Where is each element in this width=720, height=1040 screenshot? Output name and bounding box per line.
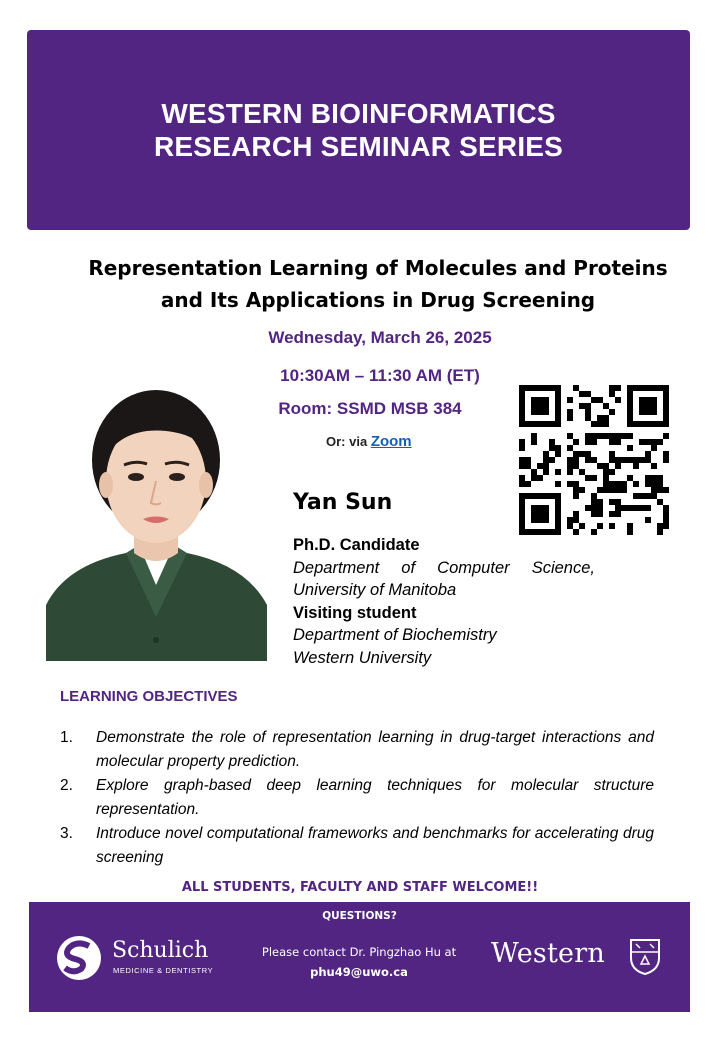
header-title-line2: RESEARCH SEMINAR SERIES (153, 131, 564, 162)
speaker-department-secondary: Department of Biochemistry (293, 626, 497, 644)
welcome-message: ALL STUDENTS, FACULTY AND STAFF WELCOME!! (181, 880, 539, 895)
speaker-photo (46, 385, 267, 661)
questions-heading: QUESTIONS? (322, 910, 397, 922)
schulich-wordmark: Schulich (112, 938, 209, 963)
header-title-line1: WESTERN BIOINFORMATICS (161, 98, 556, 129)
contact-line: Please contact Dr. Pingzhao Hu at (261, 945, 457, 959)
event-room: Room: SSMD MSB 384 (278, 399, 462, 418)
speaker-role-secondary: Visiting student (293, 603, 417, 622)
footer-banner (29, 902, 690, 1012)
zoom-link[interactable]: Zoom (370, 433, 412, 450)
contact-email[interactable]: phu49@uwo.ca (310, 965, 408, 979)
speaker-bio (293, 534, 595, 669)
objectives-list (60, 726, 654, 870)
western-wordmark: Western (491, 938, 605, 969)
objective-number: 1. (60, 729, 73, 746)
talk-title-line1: Representation Learning of Molecules and Proteins (88, 256, 668, 280)
schulich-s-icon (55, 934, 105, 982)
objective-number: 3. (60, 825, 73, 842)
objectives-heading: LEARNING OBJECTIVES (60, 688, 238, 705)
speaker-name: Yan Sun (293, 490, 393, 515)
objective-text: Demonstrate the role of representation learning in drug-target interactions and molecular property prediction. (96, 729, 654, 770)
online-option (326, 433, 412, 450)
objective-text: Introduce novel computational frameworks and benchmarks for accelerating drug screening (96, 825, 654, 866)
schulich-logo (55, 934, 214, 982)
objective-number: 2. (60, 777, 73, 794)
objective-text: Explore graph-based deep learning techniques for molecular structure representation. (96, 777, 654, 818)
speaker-institution-secondary: Western University (293, 648, 432, 667)
schulich-subtitle: MEDICINE & DENTISTRY (113, 966, 214, 975)
objective-item (60, 822, 654, 870)
objective-item (60, 774, 654, 822)
online-prefix: Or: via (326, 434, 368, 449)
western-crest-icon (629, 938, 661, 976)
event-time: 10:30AM – 11:30 AM (ET) (280, 366, 480, 385)
qr-code[interactable] (519, 385, 669, 535)
western-logo (491, 936, 671, 980)
speaker-portrait-image (46, 385, 267, 661)
objective-item (60, 726, 654, 774)
contact-info (219, 942, 499, 982)
talk-title-line2: and Its Applications in Drug Screening (160, 288, 596, 312)
qr-code-image (519, 385, 669, 535)
event-date: Wednesday, March 26, 2025 (268, 328, 492, 347)
speaker-institution-primary: University of Manitoba (293, 581, 457, 599)
speaker-department-primary: Department of Computer Science, (293, 558, 595, 577)
seminar-header-banner (27, 30, 690, 230)
speaker-role-primary: Ph.D. Candidate (293, 536, 420, 554)
talk-title (60, 252, 696, 316)
